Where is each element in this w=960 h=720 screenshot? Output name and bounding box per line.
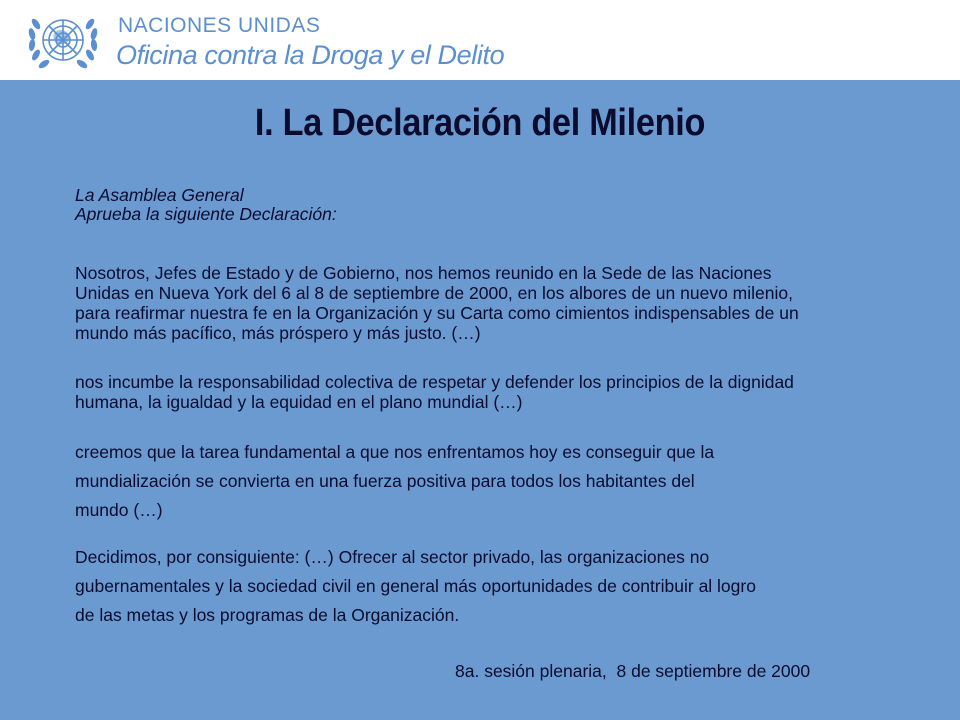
text-line: gubernamentales y la sociedad civil en general más oportunidades de contribuir al logro: [75, 576, 756, 596]
text-line: Nosotros, Jefes de Estado y de Gobierno, nos hemos reunido en la Sede de las Naciones: [75, 263, 772, 283]
text-line: mundo (…): [75, 500, 163, 520]
text-line: nos incumbe la responsabilidad colectiva de respetar y defender los principios de la dignidad: [75, 372, 794, 392]
text-line: Decidimos, por consiguiente: (…) Ofrecer al sector privado, las organizaciones no: [75, 547, 710, 567]
intro-line: La Asamblea General: [75, 185, 244, 205]
text-line: de las metas y los programas de la Organización.: [75, 605, 460, 625]
intro-line: Aprueba la siguiente Declaración:: [75, 204, 337, 224]
text-line: para reafirmar nuestra fe en la Organización y su Carta como cimientos indispensables de un: [75, 303, 799, 323]
closing-note: 8a. sesión plenaria, 8 de septiembre de 2000: [455, 661, 811, 681]
paragraph-3: [75, 438, 915, 525]
paragraph-1: [75, 263, 915, 343]
un-emblem-icon: [20, 6, 106, 76]
text-line: mundialización se convierta en una fuerza positiva para todos los habitantes del: [75, 471, 695, 491]
paragraph-2: [75, 372, 915, 412]
header-banner: [0, 0, 960, 80]
text-line: creemos que la tarea fundamental a que nos enfrentamos hoy es conseguir que la: [75, 442, 715, 462]
text-line: Unidas en Nueva York del 6 al 8 de septiembre de 2000, en los albores de un nuevo milenio,: [75, 283, 793, 303]
intro-block: [75, 186, 915, 224]
org-subtitle: Oficina contra la Droga y el Delito: [116, 40, 505, 70]
slide-title: I. La Declaración del Milenio: [254, 102, 706, 144]
paragraph-4: [75, 543, 915, 630]
org-name: NACIONES UNIDAS: [118, 14, 321, 37]
text-line: mundo más pacífico, más próspero y más justo. (…): [75, 323, 481, 343]
text-line: humana, la igualdad y la equidad en el plano mundial (…): [75, 392, 523, 412]
